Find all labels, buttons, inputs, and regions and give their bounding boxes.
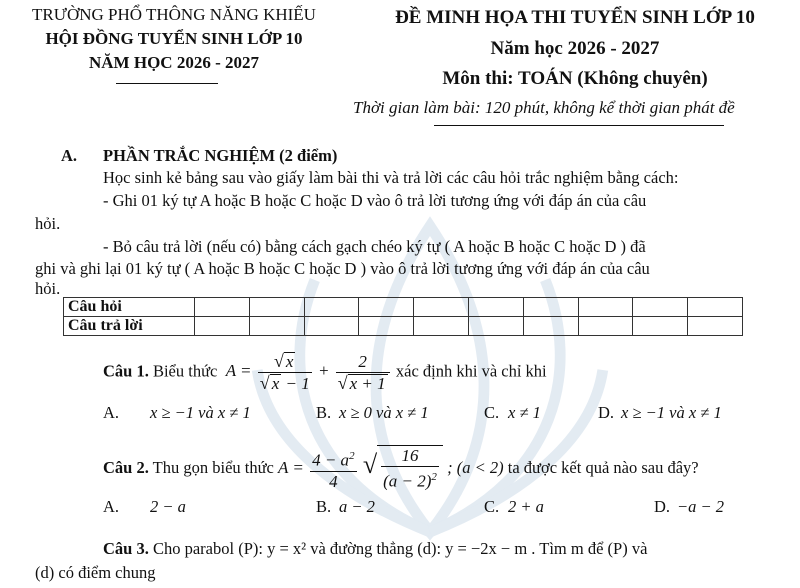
header-right-divider <box>434 125 724 126</box>
q2-option-d: −a − 2 <box>677 497 725 516</box>
rule1-line2: hỏi. <box>35 214 61 233</box>
table-cell <box>688 298 743 317</box>
table-cell <box>633 298 688 317</box>
q1-text-after: xác định khi và chỉ khi <box>395 361 547 381</box>
q2-text-before: Thu gọn biểu thức <box>152 458 274 477</box>
q2-option-b-label: B. <box>316 497 332 516</box>
table-cell <box>688 317 743 336</box>
q3-label: Câu 3. <box>103 539 149 558</box>
q1-formula: A = $\frac{√ x}{√ x - 1}$ + $\frac{2}{√ x + 1}$ <box>221 361 395 380</box>
q1-option-d: x ≥ −1 và x ≠ 1 <box>621 403 722 422</box>
q2-condition: ; (a < 2) <box>447 458 504 477</box>
q1-option-c-label: C. <box>484 403 500 422</box>
rule2-line2: ghi và ghi lại 01 ký tự ( A hoặc B hoặc C hoặc D ) vào ô trả lời tương ứng với đáp án của câu <box>35 259 650 278</box>
q1-option-a-label: A. <box>103 403 120 422</box>
section-a-title: PHẦN TRẮC NGHIỆM (2 điểm) <box>103 146 338 165</box>
q1-option-b-label: B. <box>316 403 332 422</box>
table-cell <box>304 317 359 336</box>
table-cell <box>359 317 414 336</box>
table-cell <box>249 298 304 317</box>
exam-title: ĐỀ MINH HỌA THI TUYỂN SINH LỚP 10 <box>395 7 755 28</box>
council-name: HỘI ĐỒNG TUYỂN SINH LỚP 10 <box>45 29 303 48</box>
table-cell <box>523 298 578 317</box>
table-cell <box>249 317 304 336</box>
table-row <box>64 298 743 317</box>
question-2 <box>103 442 699 492</box>
q1-option-a: x ≥ −1 và x ≠ 1 <box>150 403 251 422</box>
q2-formula: A = $\frac{4 - a^2}{4}$ √ $\frac{16}{(a - 2)^2}$ <box>278 458 447 477</box>
table-cell <box>414 317 469 336</box>
q2-option-a: 2 − a <box>150 497 186 516</box>
school-name: TRƯỜNG PHỔ THÔNG NĂNG KHIẾU <box>32 5 316 24</box>
table-cell <box>578 317 633 336</box>
table-cell <box>468 298 523 317</box>
table-cell <box>195 317 250 336</box>
exam-time: Thời gian làm bài: 120 phút, không kể thời gian phát đề <box>353 98 735 117</box>
q1-text-before: Biểu thức <box>152 361 218 381</box>
table-cell <box>523 317 578 336</box>
header-left-divider <box>116 83 218 84</box>
row-label-answer: Câu trả lời <box>64 317 195 336</box>
section-a-label: A. <box>61 146 78 165</box>
q2-option-d-label: D. <box>654 497 671 516</box>
table-cell <box>195 298 250 317</box>
exam-subject: Môn thi: TOÁN (Không chuyên) <box>442 68 708 89</box>
table-row <box>64 317 743 336</box>
exam-year: Năm học 2026 - 2027 <box>490 38 660 59</box>
question-1 <box>103 351 547 394</box>
q1-option-d-label: D. <box>598 403 615 422</box>
rule2-line1: - Bỏ câu trả lời (nếu có) bằng cách gạch chéo ký tự ( A hoặc B hoặc C hoặc D ) đã <box>103 237 646 256</box>
q1-label: Câu 1. <box>103 361 149 381</box>
answer-table <box>63 297 743 336</box>
question-3-line1 <box>103 539 647 559</box>
row-label-question: Câu hỏi <box>64 298 195 317</box>
q2-option-c-label: C. <box>484 497 500 516</box>
q2-option-a-label: A. <box>103 497 120 516</box>
q2-label: Câu 2. <box>103 458 149 477</box>
q2-option-c: 2 + a <box>508 497 544 516</box>
q1-option-b: x ≥ 0 và x ≠ 1 <box>339 403 429 422</box>
school-year-left: NĂM HỌC 2026 - 2027 <box>89 53 259 72</box>
rule1-line1: - Ghi 01 ký tự A hoặc B hoặc C hoặc D vào ô trả lời tương ứng với đáp án của câu <box>103 191 647 210</box>
table-cell <box>359 298 414 317</box>
table-cell <box>633 317 688 336</box>
question-3-line2: (d) có điểm chung <box>35 563 156 582</box>
q1-option-c: x ≠ 1 <box>508 403 541 422</box>
table-cell <box>414 298 469 317</box>
section-a-intro: Học sinh kẻ bảng sau vào giấy làm bài thi và trả lời các câu hỏi trắc nghiệm bằng cách: <box>103 168 679 187</box>
q2-option-b: a − 2 <box>339 497 375 516</box>
table-cell <box>578 298 633 317</box>
table-cell <box>304 298 359 317</box>
q3-text-line1: Cho parabol (P): y = x² và đường thẳng (d): y = −2x − m . Tìm m để (P) và <box>152 539 648 558</box>
q2-text-after: ta được kết quả nào sau đây? <box>507 458 699 477</box>
rule2-line3: hỏi. <box>35 279 61 298</box>
table-cell <box>468 317 523 336</box>
